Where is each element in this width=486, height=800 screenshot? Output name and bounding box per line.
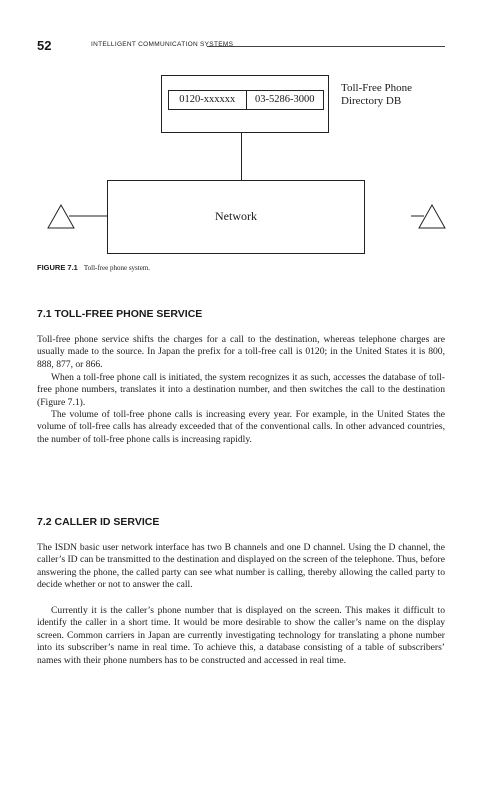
db-network-connector bbox=[241, 132, 242, 180]
db-number-row bbox=[168, 90, 324, 110]
paragraph: The ISDN basic user network interface has two B channels and one D channel. Using the D channel, the caller’s ID can be transmitted to the destination and displayed on the screen of the telephone. Thus, before answering the phone, the called party can see what number is calling, thereby allowing the called party to decide whether or not to answer the call. bbox=[37, 542, 445, 591]
callee-phone-icon bbox=[411, 202, 447, 236]
running-head: INTELLIGENT COMMUNICATION SYSTEMS bbox=[91, 41, 234, 48]
network-box bbox=[107, 180, 365, 254]
db-label-line1: Toll-Free Phone bbox=[341, 82, 413, 94]
caller-phone-icon bbox=[45, 202, 107, 236]
section-heading-toll-free: 7.1 TOLL-FREE PHONE SERVICE bbox=[37, 308, 203, 320]
network-label: Network bbox=[215, 209, 257, 223]
db-label bbox=[341, 82, 441, 108]
paragraph: Currently it is the caller’s phone number that is displayed on the screen. This makes it difficult to identify the caller in a short time. It would be more desirable to show the caller’s name on the display screen. Common carriers in Japan are currently investigating technology for translating a phone number into its subscriber’s name in real time. To achieve this, a database consisting of a table of subscribers’ names with their phone numbers has to be constructed and accessed in real time. bbox=[37, 605, 445, 666]
figure-caption-text: Toll-free phone system. bbox=[83, 264, 151, 272]
db-cell-toll-free-number: 0120-xxxxxx bbox=[179, 94, 236, 105]
paragraph: The volume of toll-free phone calls is increasing every year. For example, in the United States the volume of toll-free calls has already exceeded that of the conventional calls. In other advanced countries, the number of toll-free phone calls is increasing rapidly. bbox=[37, 409, 445, 445]
page-number: 52 bbox=[37, 38, 52, 53]
section-heading-caller-id: 7.2 CALLER ID SERVICE bbox=[37, 516, 160, 528]
directory-db-box bbox=[161, 75, 329, 133]
db-cell-destination-number: 03-5286-3000 bbox=[246, 91, 324, 109]
page-header bbox=[37, 38, 445, 54]
figure-caption bbox=[37, 263, 150, 272]
header-rule bbox=[207, 46, 445, 47]
paragraph: When a toll-free phone call is initiated, the system recognizes it as such, accesses the database of toll-free phone numbers, translates it into a destination number, and then switches the call to the destination (Figure 7.1). bbox=[37, 372, 445, 408]
db-label-line2: Directory DB bbox=[341, 95, 402, 107]
figure-number: FIGURE 7.1 bbox=[37, 263, 78, 272]
paragraph: Toll-free phone service shifts the charges for a call to the destination, whereas telephone charges are usually made to the source. In Japan the prefix for a toll-free call is 0120; in the United States it is 800, 888, 877, or 866. bbox=[37, 334, 445, 370]
figure-toll-free-system bbox=[37, 68, 447, 268]
